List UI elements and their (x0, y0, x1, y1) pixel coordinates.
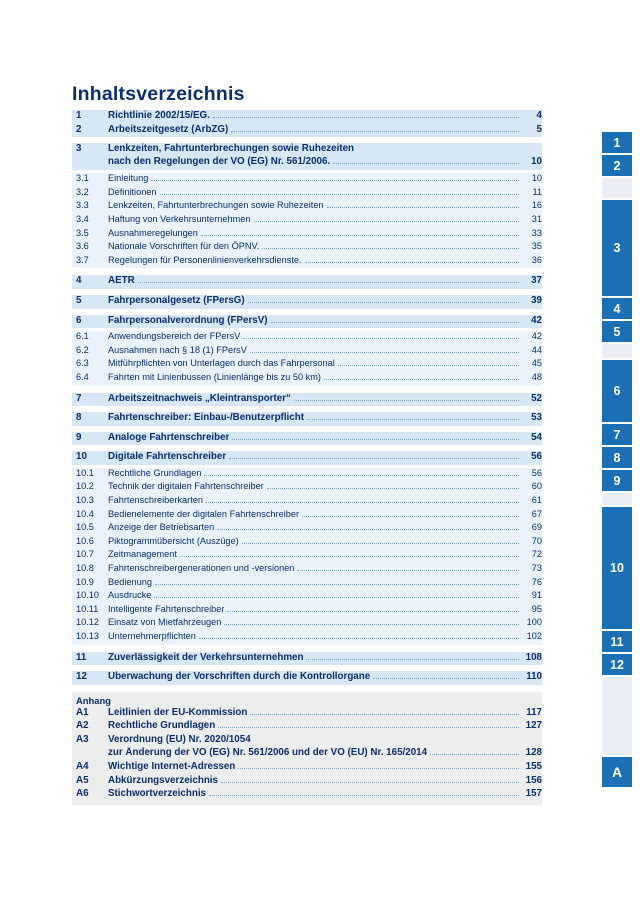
toc-entry[interactable] (72, 124, 542, 138)
toc-entry[interactable] (72, 173, 542, 187)
annex-leader-dots (221, 782, 519, 783)
toc-entry[interactable] (72, 604, 542, 618)
chapter-tab-column (602, 132, 632, 789)
toc-entry[interactable] (72, 295, 542, 309)
toc-entry[interactable] (72, 481, 542, 495)
toc-entry-title: Unternehmerpflichten (108, 631, 196, 641)
toc-entry-page: 5 (536, 123, 542, 135)
chapter-tab-spacer (602, 493, 632, 505)
toc-leader-dots (338, 365, 519, 366)
toc-entry-page: 4 (536, 110, 542, 121)
toc-entry-page: 110 (526, 671, 542, 683)
toc-entry-number: 7 (76, 392, 82, 404)
toc-leader-dots (254, 221, 520, 222)
annex-entry[interactable] (72, 707, 542, 721)
toc-entry-title: AETR (108, 275, 135, 287)
toc-entry[interactable] (72, 522, 542, 536)
toc-entry-number: 6.4 (76, 371, 89, 382)
toc-entry-number: 5 (76, 294, 82, 306)
chapter-tab-6[interactable] (602, 360, 632, 422)
toc-entry-page: 72 (531, 549, 542, 560)
toc-leader-dots (306, 659, 519, 660)
toc-entry-number: 1 (76, 110, 82, 121)
toc-entry-number: 10.8 (76, 563, 94, 574)
toc-entry-page: 45 (531, 358, 542, 369)
toc-entry-number: 3.7 (76, 254, 89, 265)
toc-entry-page: 36 (531, 254, 542, 265)
toc-leader-dots (199, 638, 519, 639)
chapter-tab-11[interactable] (602, 631, 632, 652)
annex-entry-number: A6 (76, 788, 89, 800)
toc-entry[interactable] (72, 652, 542, 666)
toc-entry-number: 11 (76, 651, 87, 663)
toc-entry-page: 95 (531, 603, 542, 614)
toc-leader-dots (243, 338, 519, 339)
toc-leader-dots (294, 400, 519, 401)
toc-entry-number: 3.2 (76, 186, 89, 197)
toc-entry-title: Zeitmanagement (108, 549, 177, 560)
toc-entry-page: 10 (531, 156, 542, 168)
toc-leader-dots (302, 516, 519, 517)
toc-entry[interactable] (72, 468, 542, 482)
toc-entry-title: Ausdrucke (108, 590, 152, 601)
toc-entry-page: 102 (526, 631, 542, 641)
toc-entry-number: 10.7 (76, 549, 94, 560)
toc-leader-dots (180, 556, 519, 557)
toc-entry-title: Definitionen (108, 186, 157, 197)
toc-entry-number: 10.9 (76, 576, 94, 587)
toc-entry-page: 108 (525, 651, 542, 663)
annex-entry-page: 156 (525, 774, 542, 786)
toc-entry-title: Ausnahmen nach § 18 (1) FPersV (108, 344, 247, 355)
toc-entry-number: 10.2 (76, 481, 94, 492)
toc-entry-title: Mitführpflichten von Unterlagen durch das Fahrpersonal (108, 358, 335, 369)
toc-entry-title: Intelligente Fahrtenschreiber (108, 603, 225, 614)
toc-entry[interactable] (72, 432, 542, 446)
toc-entry-page: 61 (531, 495, 542, 506)
toc-entry[interactable] (72, 358, 542, 372)
toc-entry-number: 3.6 (76, 241, 89, 252)
toc-leader-dots (206, 502, 519, 503)
spacer (72, 645, 542, 652)
toc-entry-title: Digitale Fahrtenschreiber (108, 451, 227, 463)
toc-entry[interactable] (72, 671, 542, 685)
toc-entry-page: 67 (531, 508, 542, 519)
toc-entry[interactable] (72, 412, 542, 426)
toc-leader-dots (232, 439, 519, 440)
toc-leader-dots (327, 207, 519, 208)
toc-leader-dots (231, 131, 519, 132)
toc-entry-number: 10.1 (76, 467, 94, 478)
toc-entry[interactable] (72, 549, 542, 563)
toc-entry-title: Fahrpersonalgesetz (FPersG) (108, 294, 245, 306)
toc-entry-page: 35 (531, 241, 542, 252)
toc-entry[interactable] (72, 214, 542, 228)
toc-entry-title: Anwendungsbereich der FPersV (108, 331, 241, 342)
chapter-tab-7[interactable] (602, 424, 632, 445)
chapter-tab-label: 7 (613, 427, 621, 442)
annex-entry[interactable] (72, 761, 542, 775)
annex-entry-page: 128 (525, 746, 542, 758)
annex-entry[interactable] (72, 720, 542, 734)
toc-entry-title: Piktogrammübersicht (Auszüge) (108, 535, 239, 546)
toc-entry-page: 42 (531, 331, 542, 342)
toc-entry-page: 48 (531, 371, 542, 382)
chapter-tab-label: 12 (610, 657, 624, 672)
toc-leader-dots (151, 180, 519, 181)
toc-entry-number: 3.4 (76, 213, 89, 224)
annex-entry-page: 157 (525, 788, 542, 800)
toc-leader-dots (229, 458, 519, 459)
toc-entry-page: 11 (532, 186, 542, 197)
table-of-contents (72, 110, 542, 805)
toc-entry-page: 16 (531, 200, 542, 211)
toc-entry-page: 100 (526, 617, 542, 628)
toc-leader-dots (297, 570, 519, 571)
toc-entry-title: Lenkzeiten, Fahrtunterbrechungen sowie Ruhezeiten (108, 200, 324, 211)
toc-entry-title: Fahrtenschreiberkarten (108, 495, 203, 506)
annex-entry-number: A2 (76, 720, 89, 732)
toc-leader-dots (213, 117, 519, 118)
toc-entry-title: Haftung von Verkehrsunternehmen (108, 213, 251, 224)
chapter-tab-label: 1 (613, 135, 621, 150)
chapter-tab-2[interactable] (602, 155, 632, 176)
toc-leader-dots (307, 419, 519, 420)
toc-entry[interactable] (72, 577, 542, 591)
toc-entry[interactable] (72, 393, 542, 407)
annex-block (72, 692, 542, 805)
toc-leader-dots (217, 529, 519, 530)
annex-leader-dots (238, 768, 519, 769)
annex-entry-page: 155 (525, 760, 542, 772)
chapter-tab-5[interactable] (602, 321, 632, 342)
toc-entry-number: 10.12 (76, 617, 99, 628)
toc-entry-number: 10.4 (76, 508, 94, 519)
toc-entry-page: 54 (531, 431, 542, 443)
toc-entry-page: 33 (531, 227, 542, 238)
chapter-tab-label: 9 (613, 473, 621, 488)
spacer (72, 386, 542, 393)
toc-entry-title: Arbeitszeitgesetz (ArbZG) (108, 123, 229, 135)
chapter-tab-12[interactable] (602, 654, 632, 675)
toc-leader-dots (333, 163, 519, 164)
toc-entry-title: Fahrten mit Linienbussen (Linienlänge bis zu 50 km) (108, 371, 321, 382)
chapter-tab-label: 2 (613, 158, 621, 173)
toc-entry-number: 6.1 (76, 331, 89, 342)
annex-leader-dots (218, 727, 519, 728)
chapter-tab-label: 8 (613, 450, 621, 465)
toc-entry-number: 3.5 (76, 227, 89, 238)
toc-entry[interactable] (72, 345, 542, 359)
annex-entry[interactable] (72, 775, 542, 789)
toc-leader-dots (324, 379, 519, 380)
annex-leader-dots (250, 714, 519, 715)
toc-entry-number: 6.3 (76, 358, 89, 369)
toc-entry-page: 73 (531, 563, 542, 574)
chapter-tab-label: 4 (613, 301, 621, 316)
toc-leader-dots (155, 584, 519, 585)
annex-entry-number: A1 (76, 706, 89, 718)
toc-entry-title: Analoge Fahrtenschreiber (108, 431, 230, 443)
annex-entry-title: Stichwortverzeichnis (108, 788, 206, 800)
chapter-tab-10[interactable] (602, 507, 632, 629)
toc-entry[interactable] (72, 495, 542, 509)
toc-entry-number: 3.1 (76, 173, 89, 184)
annex-leader-dots (430, 754, 519, 755)
toc-entry-title: Überwachung der Vorschriften durch die Kontrollorgane (108, 671, 371, 683)
chapter-tab-label: 3 (613, 241, 621, 255)
toc-entry-page: 76 (531, 576, 542, 587)
toc-entry-page: 52 (531, 392, 542, 404)
annex-entry-title: Abkürzungsverzeichnis (108, 774, 218, 786)
toc-entry-number: 10.5 (76, 522, 94, 533)
toc-entry-number: 6 (76, 314, 82, 326)
chapter-tab-label: 10 (610, 561, 624, 575)
toc-entry-number: 10.13 (76, 631, 99, 641)
toc-entry-page: 91 (531, 590, 542, 601)
chapter-tab-9[interactable] (602, 470, 632, 491)
toc-entry-title: Arbeitszeitnachweis „Kleintransporter“ (108, 392, 291, 404)
toc-entry-title: Regelungen für Personenlinienverkehrsdienste. (108, 254, 302, 265)
toc-entry[interactable] (72, 241, 542, 255)
spacer (72, 685, 542, 692)
toc-entry-page: 42 (531, 314, 542, 326)
toc-entry-number: 10.11 (76, 603, 99, 614)
toc-leader-dots (250, 352, 519, 353)
toc-entry-page: 39 (531, 294, 542, 306)
toc-entry[interactable] (72, 563, 542, 577)
toc-entry-page: 37 (531, 275, 542, 287)
toc-entry[interactable] (72, 315, 542, 329)
toc-entry-number: 3 (76, 143, 82, 155)
toc-entry[interactable] (72, 536, 542, 550)
toc-entry-title: Einleitung (108, 173, 149, 184)
toc-entry-title: Rechtliche Grundlagen (108, 467, 202, 478)
toc-entry[interactable] (72, 187, 542, 201)
toc-leader-dots (373, 678, 519, 679)
toc-entry-title-line2: nach den Regelungen der VO (EG) Nr. 561/2006. (108, 156, 331, 168)
toc-leader-dots (267, 488, 519, 489)
chapter-tab-8[interactable] (602, 447, 632, 468)
toc-leader-dots (154, 597, 519, 598)
toc-entry-title: Fahrtenschreibergenerationen und -versionen (108, 563, 295, 574)
toc-entry-title: Nationale Vorschriften für den ÖPNV. (108, 241, 260, 252)
toc-entry-page: 31 (531, 213, 542, 224)
toc-entry-title: Zuverlässigkeit der Verkehrsunternehmen (108, 651, 304, 663)
toc-entry-title: Einsatz von Mietfahrzeugen (108, 617, 222, 628)
annex-leader-dots (209, 795, 519, 796)
toc-entry[interactable] (72, 331, 542, 345)
toc-entry-title: Technik der digitalen Fahrtenschreiber (108, 481, 264, 492)
toc-entry[interactable] (72, 143, 542, 170)
toc-entry[interactable] (72, 590, 542, 604)
spacer (72, 268, 542, 275)
toc-entry-page: 44 (531, 344, 542, 355)
annex-entry-title: Rechtliche Grundlagen (108, 720, 216, 732)
toc-entry-page: 10 (531, 173, 542, 184)
toc-entry-page: 69 (531, 522, 542, 533)
toc-entry-title: Fahrpersonalverordnung (FPersV) (108, 314, 268, 326)
toc-entry-title: Lenkzeiten, Fahrtunterbrechungen sowie Ruhezeiten (108, 143, 355, 155)
toc-entry[interactable] (72, 110, 542, 124)
toc-entry-number: 10.6 (76, 535, 94, 546)
chapter-tab-label: A (611, 764, 623, 780)
chapter-tab-4[interactable] (602, 298, 632, 319)
chapter-tab-spacer (602, 178, 632, 198)
toc-entry-title: Richtlinie 2002/15/EG. (108, 110, 210, 121)
chapter-tab-label: 11 (610, 634, 624, 649)
chapter-tab-A[interactable] (602, 757, 632, 787)
toc-entry-number: 10.10 (76, 590, 99, 601)
annex-heading: Anhang (76, 694, 111, 706)
toc-entry-title: Ausnahmeregelungen (108, 227, 198, 238)
toc-leader-dots (262, 248, 519, 249)
toc-entry-title: Bedienelemente der digitalen Fahrtenschreiber (108, 508, 300, 519)
chapter-tab-spacer (602, 677, 632, 755)
toc-entry[interactable] (72, 275, 542, 289)
chapter-tab-label: 6 (613, 384, 621, 398)
toc-entry[interactable] (72, 509, 542, 523)
toc-leader-dots (224, 624, 519, 625)
toc-entry-page: 56 (531, 467, 542, 478)
toc-entry-number: 3.3 (76, 200, 89, 211)
annex-entry-page: 117 (526, 706, 542, 718)
toc-entry[interactable] (72, 372, 542, 386)
toc-entry-number: 10.3 (76, 495, 94, 506)
annex-entry-title: Wichtige Internet-Adressen (108, 760, 236, 772)
annex-entry-number: A4 (76, 760, 89, 772)
toc-entry-number: 2 (76, 123, 82, 135)
annex-entry-title: Leitlinien der EU-Kommission (108, 706, 248, 718)
toc-leader-dots (242, 543, 519, 544)
toc-entry-page: 60 (531, 481, 542, 492)
annex-entry-title-line2: zur Änderung der VO (EG) Nr. 561/2006 und der VO (EU) Nr. 165/2014 (108, 746, 428, 758)
annex-entry-page: 127 (525, 720, 542, 732)
annex-entry-title: Verordnung (EU) Nr. 2020/1054 (108, 733, 251, 745)
toc-entry-number: 10 (76, 451, 87, 463)
annex-entry-number: A5 (76, 774, 89, 786)
page-title: Inhaltsverzeichnis (72, 83, 245, 105)
toc-entry-number: 9 (76, 431, 82, 443)
toc-entry-number: 8 (76, 412, 82, 424)
chapter-tab-spacer (602, 344, 632, 358)
toc-entry[interactable] (72, 451, 542, 465)
toc-leader-dots (248, 302, 519, 303)
toc-leader-dots (204, 475, 519, 476)
toc-entry[interactable] (72, 255, 542, 269)
toc-leader-dots (271, 322, 519, 323)
annex-entry-number: A3 (76, 733, 89, 745)
toc-entry-number: 6.2 (76, 344, 89, 355)
annex-entry[interactable] (72, 734, 542, 761)
toc-entry-title: Anzeige der Betriebsarten (108, 522, 215, 533)
toc-entry[interactable] (72, 617, 542, 631)
toc-entry-title: Fahrtenschreiber: Einbau-/Benutzerpflicht (108, 412, 304, 424)
toc-entry-page: 56 (531, 451, 542, 463)
toc-entry-page: 70 (531, 535, 542, 546)
toc-leader-dots (160, 194, 519, 195)
chapter-tab-1[interactable] (602, 132, 632, 153)
toc-leader-dots (227, 611, 519, 612)
toc-entry-title: Bedienung (108, 576, 152, 587)
toc-leader-dots (138, 282, 519, 283)
toc-entry[interactable] (72, 631, 542, 645)
annex-entry[interactable] (72, 788, 542, 802)
toc-leader-dots (305, 262, 519, 263)
chapter-tab-3[interactable] (602, 200, 632, 296)
toc-entry-number: 12 (76, 671, 87, 683)
toc-entry-page: 53 (531, 412, 542, 424)
toc-entry-number: 4 (76, 275, 82, 287)
chapter-tab-label: 5 (613, 324, 621, 339)
toc-leader-dots (201, 235, 519, 236)
toc-entry[interactable] (72, 228, 542, 242)
toc-entry[interactable] (72, 200, 542, 214)
